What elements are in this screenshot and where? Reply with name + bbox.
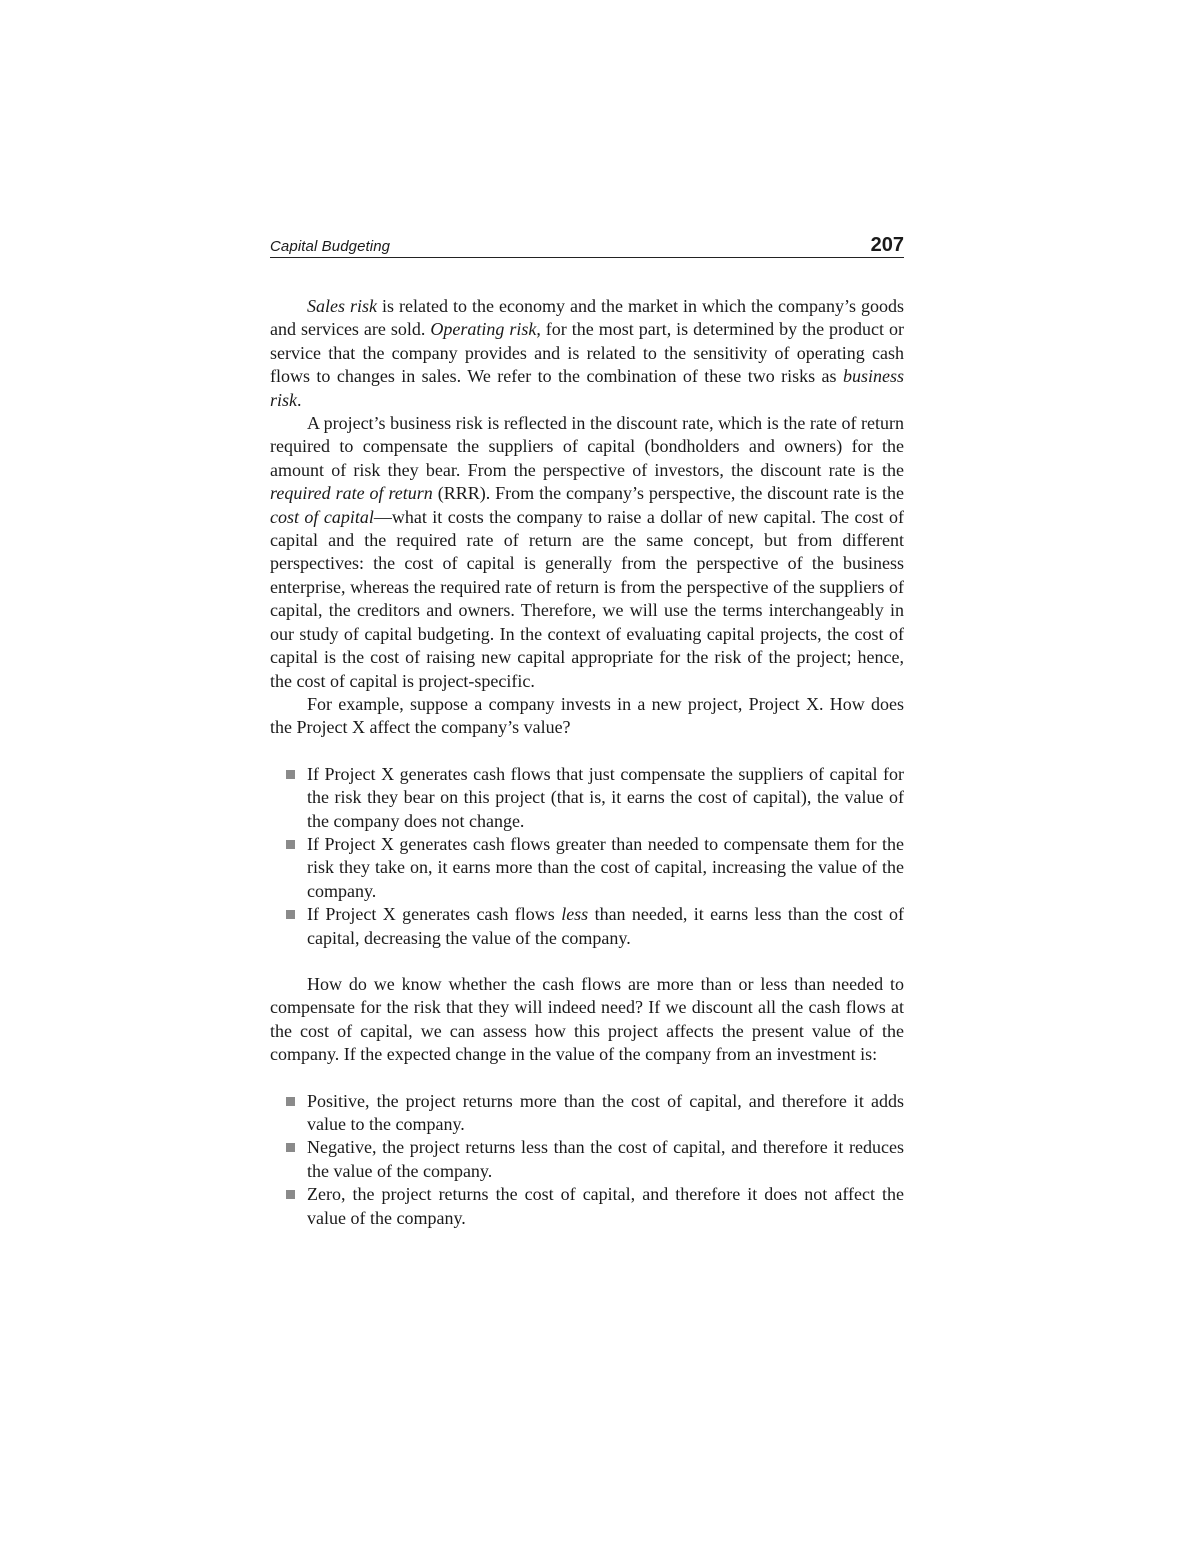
term-operating-risk: Operating risk — [430, 319, 537, 340]
project-x-outcomes-list — [270, 763, 904, 950]
running-title: Capital Budgeting — [270, 238, 391, 255]
list-item — [270, 903, 904, 950]
running-head — [270, 229, 904, 258]
list-item-text: Negative, the project returns less than the cost of capital, and therefore it reduces the value of the company. — [307, 1137, 904, 1181]
square-bullet-icon — [286, 1097, 295, 1106]
square-bullet-icon — [286, 840, 295, 849]
term-sales-risk: Sales risk — [307, 296, 378, 316]
list-item — [270, 833, 904, 903]
list-item-text: than needed, it earns less than the cost of capital, decreasing the value of the company. — [307, 904, 904, 948]
list-item — [270, 1090, 904, 1137]
list-item-text: If Project X generates cash flows — [307, 904, 562, 925]
list-item-text: If Project X generates cash flows that just compensate the suppliers of capital for the risk they bear on this project (that is, it earns the cost of capital), the value of the company does not change. — [307, 763, 904, 831]
square-bullet-icon — [286, 1143, 295, 1152]
body-text — [270, 295, 904, 1230]
list-item — [270, 1136, 904, 1183]
list-item-text: Positive, the project returns more than the cost of capital, and therefore it adds value to the company. — [307, 1090, 904, 1134]
paragraph-text: is related to the economy and the market in which the company’s goods and services are sold. — [270, 296, 904, 340]
paragraph-text: (RRR). From the company’s perspective, the discount rate is the — [432, 483, 904, 504]
term-less: less — [561, 904, 589, 925]
paragraph-text: —what it costs the company to raise a dollar of new capital. The cost of capital and the required rate of return are the same concept, but from different perspectives: the cost of capital is generally from the perspective of the business enterprise, whereas the required rate of return is from the perspective of the suppliers of capital, the creditors and owners. Therefore, we will use the terms interchangeably in our study of capital budgeting. In the context of evaluating capital projects, the cost of capital is the cost of raising new capital appropriate for the risk of the project; hence, the cost of capital is project-specific. — [270, 506, 904, 691]
square-bullet-icon — [286, 1190, 295, 1199]
paragraph-text: , for the most part, is determined by the product or service that the company provides and is related to the sensitivity of operating cash flows to changes in sales. We refer to the combination of these two risks as — [270, 319, 904, 387]
square-bullet-icon — [286, 770, 295, 779]
book-page — [270, 229, 904, 1230]
list-item — [270, 1183, 904, 1230]
term-business-risk: business risk — [270, 366, 904, 410]
list-item-text: If Project X generates cash flows greater than needed to compensate them for the risk they take on, it earns more than the cost of capital, increasing the value of the company. — [307, 833, 904, 901]
term-required-rate-of-return: required rate of return — [270, 483, 433, 504]
paragraph-sales-risk — [270, 295, 904, 412]
value-change-list — [270, 1090, 904, 1230]
paragraph-text: . — [297, 389, 302, 410]
paragraph-text: A project’s business risk is reflected in the discount rate, which is the rate of return required to compensate the suppliers of capital (bondholders and owners) for the amount of risk they bear. From the perspective of investors, the discount rate is the — [270, 413, 904, 480]
list-item — [270, 763, 904, 833]
list-item-text: Zero, the project returns the cost of capital, and therefore it does not affect the value of the company. — [307, 1184, 904, 1228]
paragraph-how-do-we-know: How do we know whether the cash flows are more than or less than needed to compensate for the risk that they will indeed need? If we discount all the cash flows at the cost of capital, we can assess how this project affects the present value of the company. If the expected change in the value of the company from an investment is: — [270, 973, 904, 1065]
paragraph-discount-rate — [270, 412, 904, 693]
page-number: 207 — [870, 234, 904, 256]
square-bullet-icon — [286, 910, 295, 919]
paragraph-example: For example, suppose a company invests in a new project, Project X. How does the Project X affect the company’s value? — [270, 693, 904, 738]
term-cost-of-capital: cost of capital — [270, 506, 374, 527]
